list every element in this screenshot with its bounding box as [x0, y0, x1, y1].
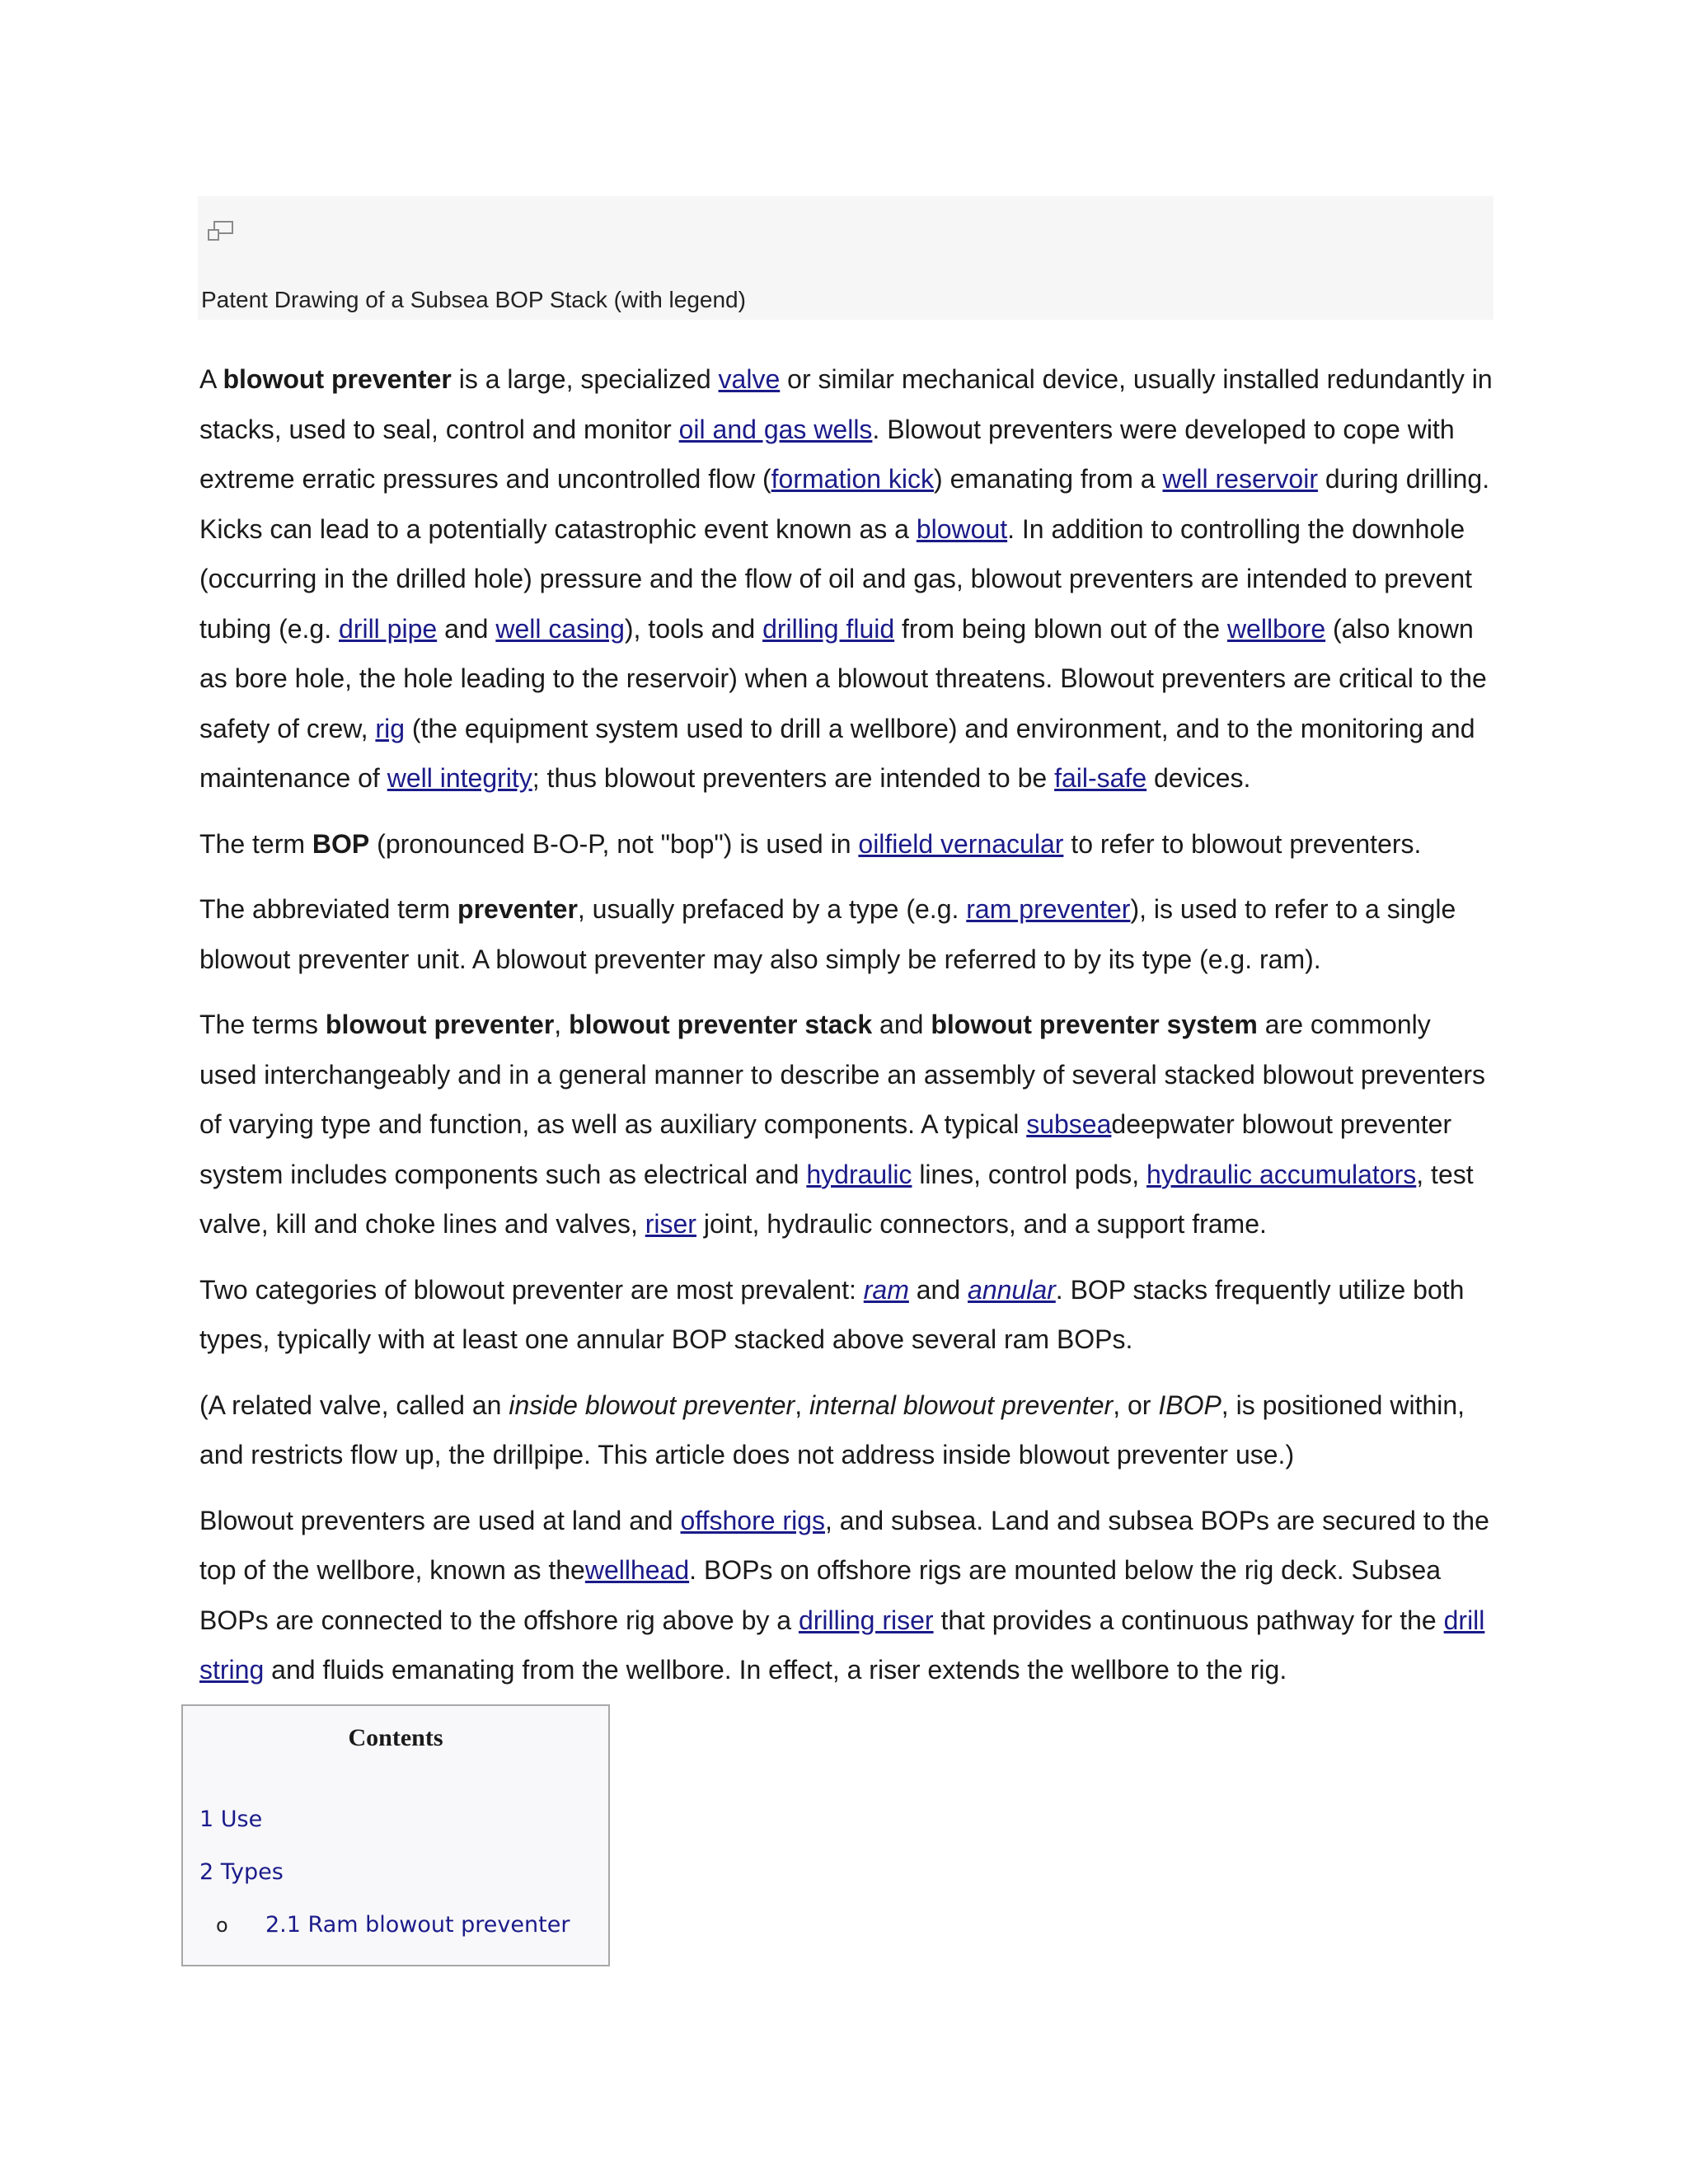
toc-item-ram-blowout-preventer[interactable]: 2.1 Ram blowout preventer: [265, 1912, 570, 1938]
figure-block: [198, 196, 1493, 320]
text: A: [199, 364, 223, 394]
italic-term: internal blowout preventer: [809, 1390, 1114, 1420]
text: ,: [795, 1390, 809, 1420]
toc-item-use[interactable]: 1 Use: [199, 1807, 263, 1832]
italic-term: inside blowout preventer: [509, 1390, 795, 1420]
text: to refer to blowout preventers.: [1063, 828, 1422, 859]
paragraph-terms: [199, 1000, 1493, 1249]
text: (A related valve, called an: [199, 1390, 509, 1420]
paragraph-preventer-term: [199, 884, 1493, 984]
text: . BOP stacks frequently utilize both types, typically with at least one annular BOP stacked above several ram BOPs.: [199, 1274, 1465, 1354]
link-drill-pipe[interactable]: drill pipe: [339, 613, 438, 644]
table-of-contents: [181, 1704, 610, 1966]
paragraph-ibop: [199, 1380, 1493, 1480]
italic-term: IBOP: [1158, 1390, 1221, 1420]
figure-caption: Patent Drawing of a Subsea BOP Stack (with legend): [201, 287, 746, 312]
text: The term: [199, 828, 312, 859]
text: , is positioned within, and restricts flow up, the drillpipe. This article does not address inside blowout preventer use.): [199, 1390, 1465, 1469]
text: (pronounced B-O-P, not "bop") is used in: [369, 828, 859, 859]
text: ) emanating from a: [934, 464, 1163, 494]
text: and: [437, 613, 496, 644]
link-wellbore[interactable]: wellbore: [1226, 613, 1326, 644]
bold-term: BOP: [312, 828, 370, 859]
image-placeholder-icon: [206, 219, 236, 244]
toc-bullet: o: [216, 1914, 228, 1937]
text: and: [908, 1274, 968, 1305]
link-offshore-rigs[interactable]: offshore rigs: [680, 1505, 825, 1535]
text: , test valve, kill and choke lines and valves,: [199, 1159, 1474, 1239]
bold-term: blowout preventer: [325, 1010, 555, 1039]
link-well-integrity[interactable]: well integrity: [387, 763, 532, 793]
text: or similar mechanical device, usually installed redundantly in stacks, used to seal, control and monitor: [199, 364, 1493, 444]
paragraph-bop-term: [199, 819, 1493, 869]
link-formation-kick[interactable]: formation kick: [771, 464, 935, 494]
link-hydraulic[interactable]: hydraulic: [806, 1159, 912, 1189]
text: joint, hydraulic connectors, and a support frame.: [696, 1209, 1267, 1239]
link-blowout[interactable]: blowout: [916, 513, 1008, 544]
text: (the equipment system used to drill a wellbore) and environment, and to the monitoring and maintenance of: [199, 713, 1475, 793]
text: deepwater blowout preventer system includes components such as electrical and: [199, 1109, 1452, 1189]
text: and: [872, 1010, 931, 1039]
text: and fluids emanating from the wellbore. In effect, a riser extends the wellbore to the rig.: [264, 1655, 1287, 1685]
link-wellhead[interactable]: wellhead: [584, 1555, 690, 1585]
link-hydraulic-accumulators[interactable]: hydraulic accumulators: [1146, 1159, 1417, 1189]
link-subsea[interactable]: subsea: [1026, 1109, 1112, 1139]
link-ram-preventer[interactable]: ram preventer: [966, 894, 1131, 924]
text: , usually prefaced by a type (e.g.: [577, 894, 967, 924]
link-fail-safe[interactable]: fail-safe: [1054, 763, 1147, 793]
toc-item-types[interactable]: 2 Types: [199, 1859, 284, 1885]
text: The terms: [199, 1010, 326, 1039]
article-body: [196, 196, 1493, 1711]
link-ram[interactable]: ram: [863, 1274, 909, 1305]
text: ), tools and: [624, 613, 763, 644]
text: . BOPs on offshore rigs are mounted below the rig deck. Subsea BOPs are connected to the offshore rig above by a: [199, 1555, 1442, 1635]
text: lines, control pods,: [912, 1159, 1147, 1189]
toc-title: Contents: [348, 1724, 443, 1751]
text: The abbreviated term: [199, 894, 458, 924]
text: Blowout preventers are used at land and: [199, 1505, 681, 1535]
text: that provides a continuous pathway for the: [933, 1605, 1444, 1635]
link-rig[interactable]: rig: [375, 713, 405, 743]
link-drilling-fluid[interactable]: drilling fluid: [762, 613, 895, 644]
link-riser[interactable]: riser: [645, 1209, 696, 1239]
text: , or: [1113, 1390, 1159, 1420]
text: during drilling. Kicks can lead to a potentially catastrophic event known as a: [199, 464, 1490, 544]
text: . Blowout preventers were developed to cope with extreme erratic pressures and uncontrolled flow (: [199, 414, 1455, 494]
text: devices.: [1146, 763, 1251, 793]
text: ), is used to refer to a single blowout preventer unit. A blowout preventer may also simply be referred to by its type (e.g. ram).: [199, 894, 1456, 974]
bold-term: preventer: [457, 894, 578, 924]
bold-term: blowout preventer: [223, 364, 452, 394]
text: , and subsea. Land and subsea BOPs are secured to the top of the wellbore, known as the: [199, 1505, 1489, 1585]
text: ; thus blowout preventers are intended to be: [532, 763, 1055, 793]
link-oilfield-vernacular[interactable]: oilfield vernacular: [858, 828, 1064, 859]
text: ,: [554, 1010, 570, 1039]
link-well-reservoir[interactable]: well reservoir: [1162, 464, 1318, 494]
bold-term: blowout preventer stack: [569, 1010, 873, 1039]
paragraph-usage: [199, 1496, 1493, 1695]
text: is a large, specialized: [451, 364, 719, 394]
paragraph-categories: [199, 1265, 1493, 1365]
paragraph-intro: [199, 354, 1493, 804]
link-valve[interactable]: valve: [718, 364, 781, 394]
link-well-casing[interactable]: well casing: [495, 613, 625, 644]
link-drill-string[interactable]: drill string: [199, 1605, 1485, 1685]
text: Two categories of blowout preventer are most prevalent:: [199, 1274, 864, 1305]
text: (also known as bore hole, the hole leading to the reservoir) when a blowout threatens. Blowout preventers are critical to the safety of crew,: [199, 613, 1487, 743]
link-annular[interactable]: annular: [968, 1274, 1056, 1305]
link-oil-and-gas-wells[interactable]: oil and gas wells: [678, 414, 873, 444]
text: . In addition to controlling the downhole (occurring in the drilled hole) pressure and the flow of oil and gas, blowout preventers are intended to prevent tubing (e.g.: [199, 513, 1473, 644]
bold-term: blowout preventer system: [931, 1010, 1258, 1039]
text: from being blown out of the: [894, 613, 1227, 644]
text: are commonly used interchangeably and in a general manner to describe an assembly of several stacked blowout preventers of varying type and function, as well as auxiliary components. A typical: [199, 1010, 1486, 1139]
link-drilling-riser[interactable]: drilling riser: [798, 1605, 934, 1635]
